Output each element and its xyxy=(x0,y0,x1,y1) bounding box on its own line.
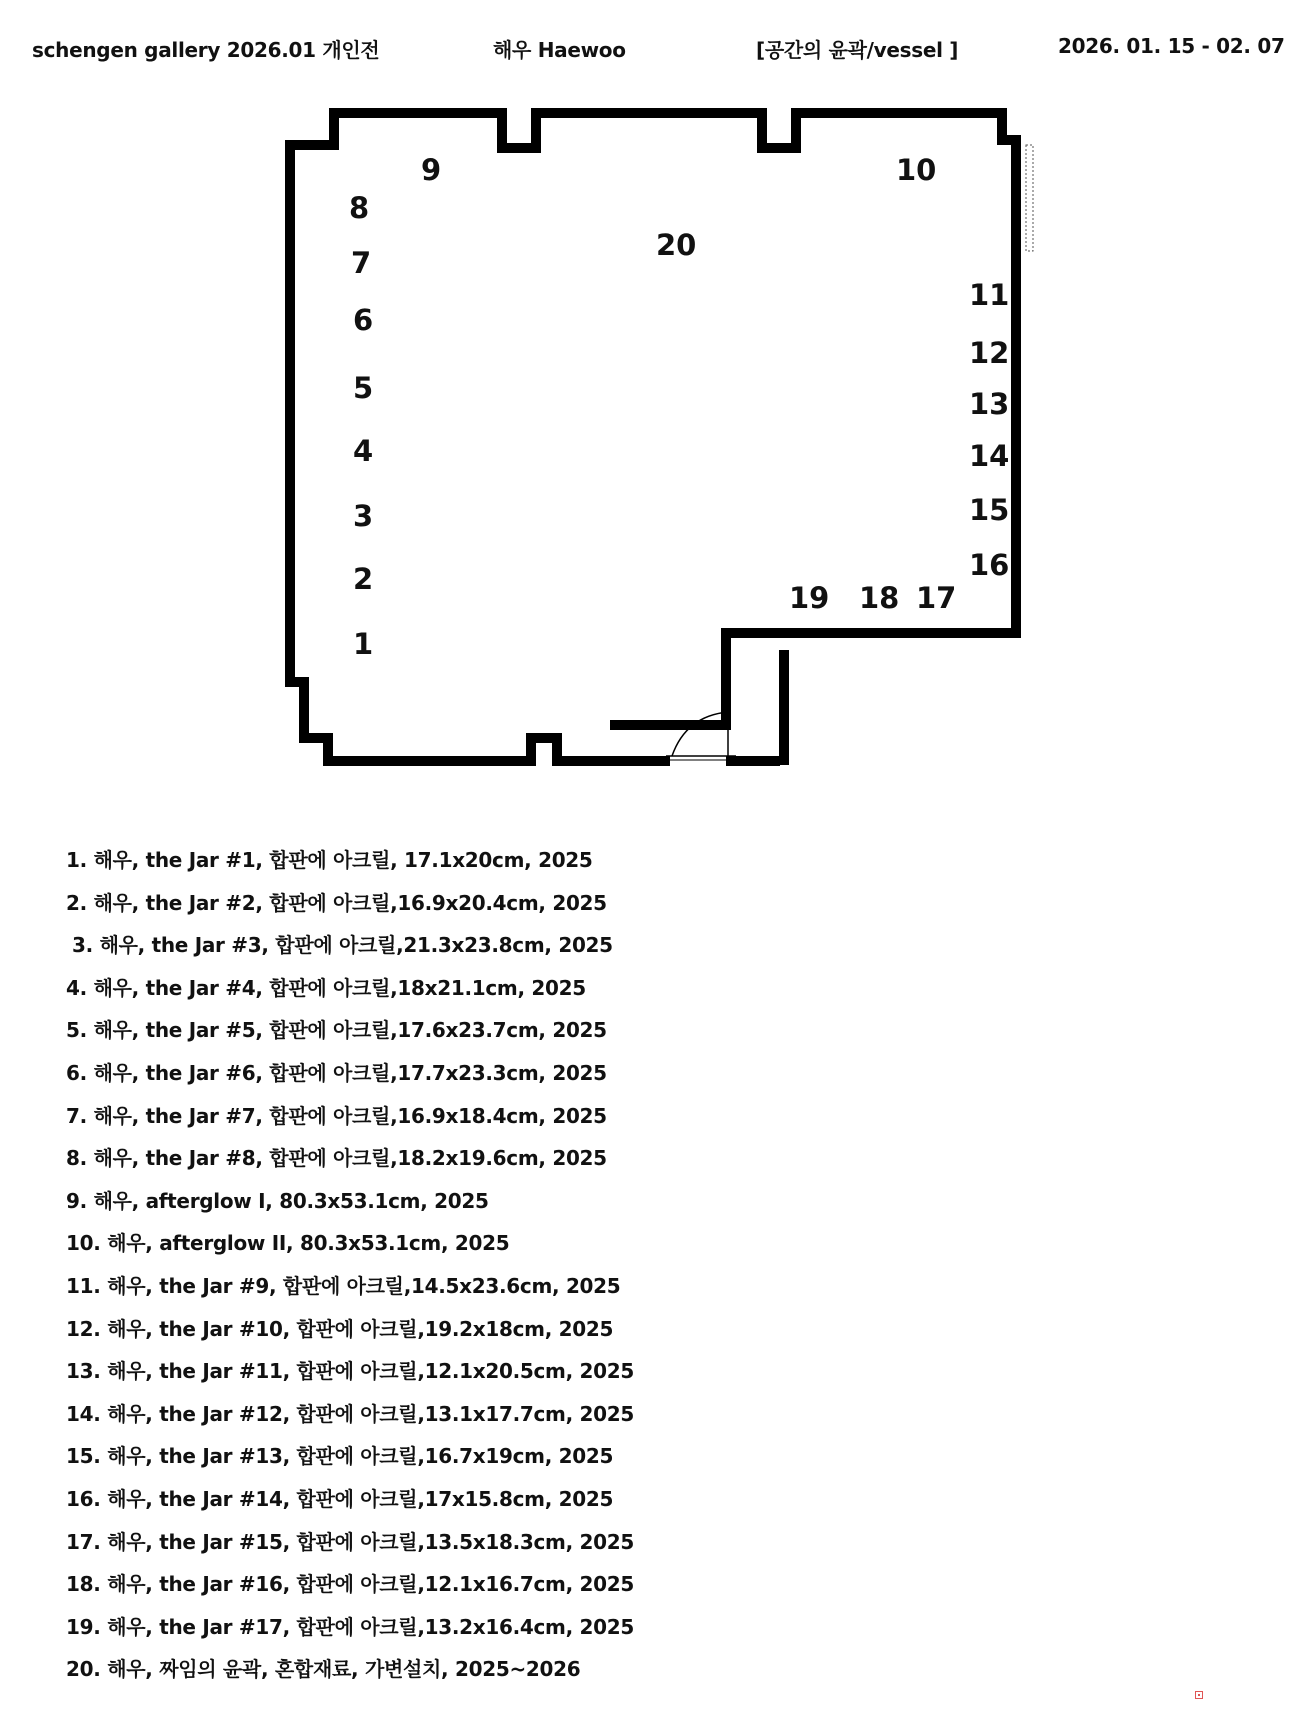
work-item-11: 11. 해우, the Jar #9, 합판에 아크릴,14.5x23.6cm, 2025 xyxy=(66,1273,621,1298)
works-list xyxy=(66,845,634,1697)
work-item-15: 15. 해우, the Jar #13, 합판에 아크릴,16.7x19cm, 2025 xyxy=(66,1444,614,1469)
plan-number-2: 2 xyxy=(353,562,374,596)
work-item-13: 13. 해우, the Jar #11, 합판에 아크릴,12.1x20.5cm, 2025 xyxy=(66,1359,635,1384)
work-item-2: 2. 해우, the Jar #2, 합판에 아크릴,16.9x20.4cm, 2025 xyxy=(66,890,607,915)
corner-mark-icon xyxy=(1195,1691,1203,1699)
header-exhibition-title: [공간의 윤곽/vessel ] xyxy=(756,38,959,62)
plan-number-15: 15 xyxy=(969,493,1010,527)
work-item-18: 18. 해우, the Jar #16, 합판에 아크릴,12.1x16.7cm, 2025 xyxy=(66,1572,635,1597)
work-item-9: 9. 해우, afterglow I, 80.3x53.1cm, 2025 xyxy=(66,1188,489,1213)
plan-number-14: 14 xyxy=(969,439,1010,473)
work-item-6: 6. 해우, the Jar #6, 합판에 아크릴,17.7x23.3cm, 2025 xyxy=(66,1060,607,1085)
work-item-10: 10. 해우, afterglow II, 80.3x53.1cm, 2025 xyxy=(66,1231,510,1256)
floor-plan-walls-west xyxy=(290,113,665,761)
plan-number-10: 10 xyxy=(896,153,937,187)
work-item-1: 1. 해우, the Jar #1, 합판에 아크릴, 17.1x20cm, 2025 xyxy=(66,848,593,872)
header-artist: 해우 Haewoo xyxy=(493,38,626,62)
header-gallery: schengen gallery 2026.01 개인전 xyxy=(32,38,380,62)
plan-number-6: 6 xyxy=(353,303,374,337)
plan-number-12: 12 xyxy=(969,336,1010,370)
plan-number-4: 4 xyxy=(353,434,374,468)
plan-number-19: 19 xyxy=(789,581,830,615)
work-item-4: 4. 해우, the Jar #4, 합판에 아크릴,18x21.1cm, 2025 xyxy=(66,975,586,1000)
plan-number-9: 9 xyxy=(421,153,442,187)
plan-number-8: 8 xyxy=(349,191,370,225)
work-item-7: 7. 해우, the Jar #7, 합판에 아크릴,16.9x18.4cm, 2025 xyxy=(66,1103,607,1128)
floor-plan-walls xyxy=(502,113,1016,725)
work-item-16: 16. 해우, the Jar #14, 합판에 아크릴,17x15.8cm, 2025 xyxy=(66,1486,614,1511)
work-item-20: 20. 해우, 짜임의 윤곽, 혼합재료, 가변설치, 2025~2026 xyxy=(66,1657,581,1682)
floor-plan xyxy=(0,0,1296,790)
window-icon xyxy=(1026,145,1033,251)
plan-number-5: 5 xyxy=(353,371,374,405)
plan-number-7: 7 xyxy=(351,246,372,280)
plan-number-3: 3 xyxy=(353,499,374,533)
plan-number-1: 1 xyxy=(353,627,374,661)
plan-number-17: 17 xyxy=(916,581,957,615)
plan-number-13: 13 xyxy=(969,387,1010,421)
plan-number-16: 16 xyxy=(969,548,1010,582)
header-dates: 2026. 01. 15 - 02. 07 xyxy=(1058,34,1285,58)
plan-number-18: 18 xyxy=(859,581,900,615)
work-item-5: 5. 해우, the Jar #5, 합판에 아크릴,17.6x23.7cm, 2025 xyxy=(66,1018,607,1043)
plan-number-20: 20 xyxy=(656,228,697,262)
work-item-17: 17. 해우, the Jar #15, 합판에 아크릴,13.5x18.3cm, 2025 xyxy=(66,1529,635,1554)
work-item-3: 3. 해우, the Jar #3, 합판에 아크릴,21.3x23.8cm, 2025 xyxy=(72,933,613,958)
work-item-19: 19. 해우, the Jar #17, 합판에 아크릴,13.2x16.4cm, 2025 xyxy=(66,1614,635,1639)
work-item-8: 8. 해우, the Jar #8, 합판에 아크릴,18.2x19.6cm, 2025 xyxy=(66,1146,607,1171)
work-item-12: 12. 해우, the Jar #10, 합판에 아크릴,19.2x18cm, 2025 xyxy=(66,1316,614,1341)
work-item-14: 14. 해우, the Jar #12, 합판에 아크릴,13.1x17.7cm, 2025 xyxy=(66,1401,635,1426)
plan-number-11: 11 xyxy=(969,278,1010,312)
